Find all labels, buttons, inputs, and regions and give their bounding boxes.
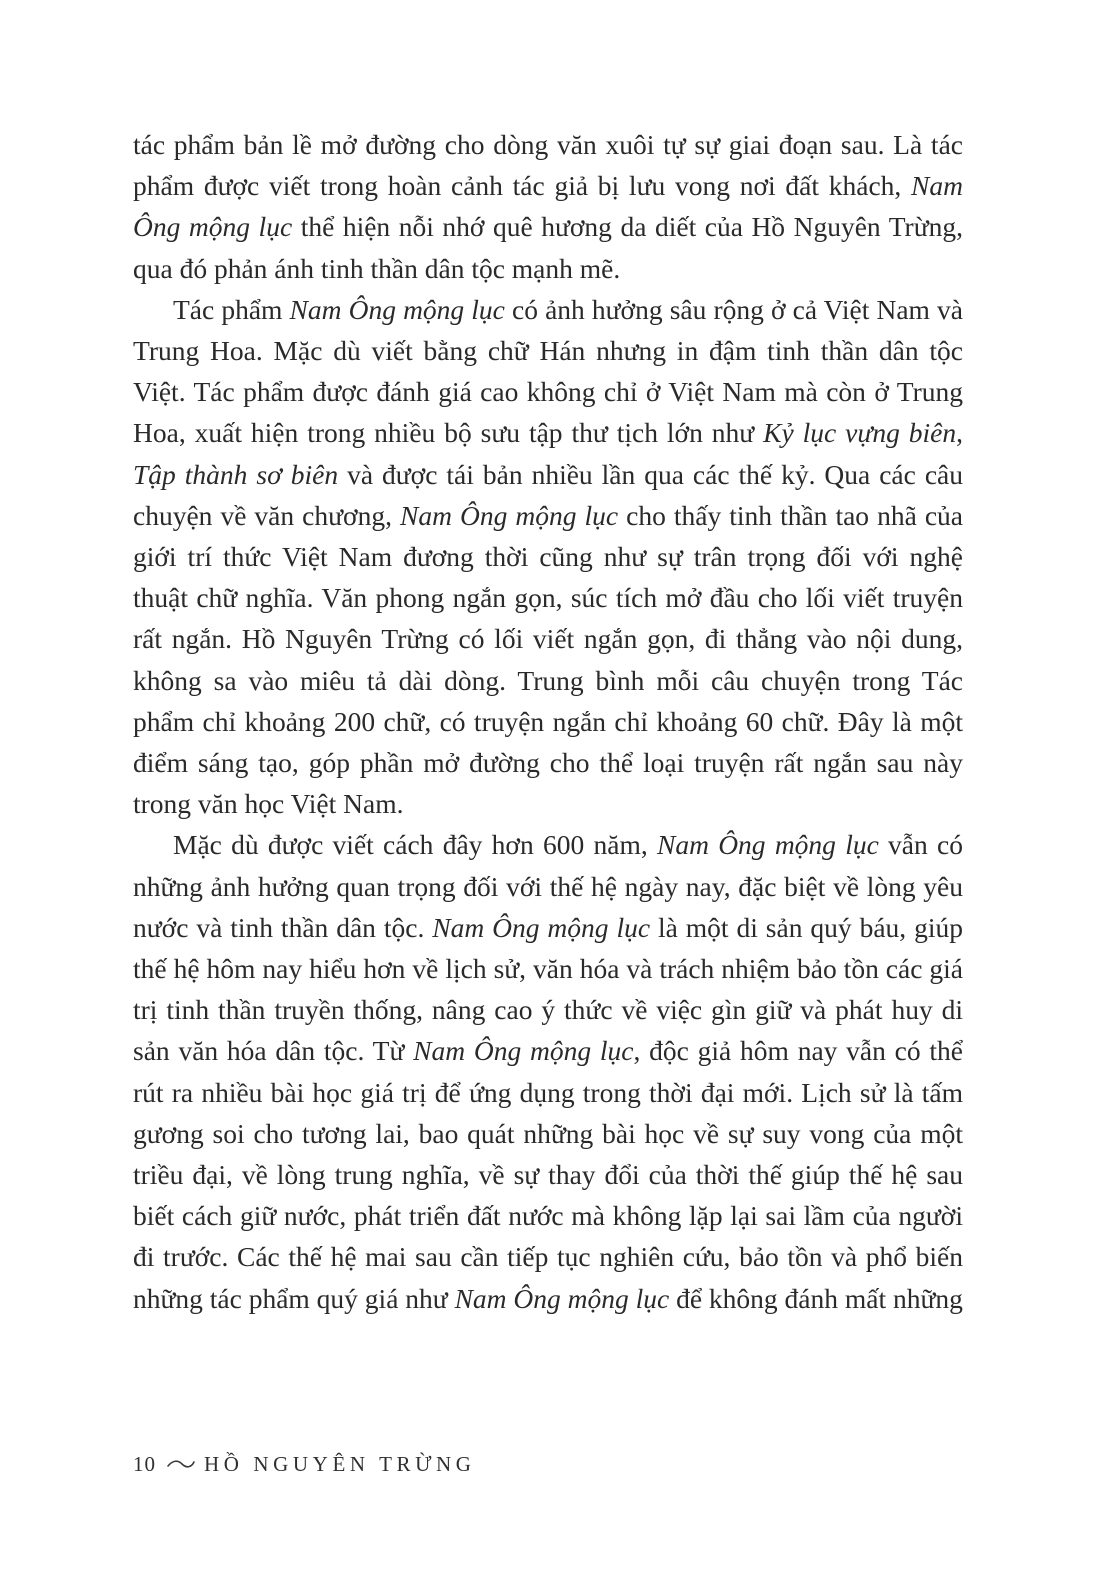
- book-title-italic: Nam Ông mộng lục: [289, 293, 505, 325]
- running-header-author: HỒ NGUYÊN TRỪNG: [204, 1451, 476, 1476]
- book-title-italic: Nam Ông mộng lục: [432, 911, 651, 943]
- book-title-italic: Tập thành sơ biên: [133, 458, 339, 490]
- body-text: [133, 124, 963, 1319]
- book-title-italic: Kỷ lục vựng biên: [763, 417, 957, 449]
- paragraph-2: Tác phẩm Nam Ông mộng lục có ảnh hưởng sâu rộng ở cả Việt Nam và Trung Hoa. Mặc dù viết bằng chữ Hán nhưng in đậm tinh thần dân tộc Việt. Tác phẩm được đánh giá cao không chỉ ở Việt Nam mà còn ở Trung Hoa, xuất hiện trong nhiều bộ sưu tập thư tịch lớn như Kỷ lục vựng biên, Tập thành sơ biên và được tái bản nhiều lần qua các thế kỷ. Qua các câu chuyện về văn chương, Nam Ông mộng lục cho thấy tinh thần tao nhã của giới trí thức Việt Nam đương thời cũng như sự trân trọng đối với nghệ thuật chữ nghĩa. Văn phong ngắn gọn, súc tích mở đầu cho lối viết truyện rất ngắn. Hồ Nguyên Trừng có lối viết ngắn gọn, đi thẳng vào nội dung, không sa vào miêu tả dài dòng. Trung bình mỗi câu chuyện trong Tác phẩm chỉ khoảng 200 chữ, có truyện ngắn chỉ khoảng 60 chữ. Đây là một điểm sáng tạo, góp phần mở đường cho thể loại truyện rất ngắn sau này trong văn học Việt Nam.: [133, 293, 963, 820]
- book-title-italic: Nam Ông mộng lục: [454, 1282, 670, 1314]
- page-footer: [133, 1449, 476, 1479]
- book-title-italic: Nam Ông mộng lục: [133, 170, 963, 243]
- paragraph-3: Mặc dù được viết cách đây hơn 600 năm, Nam Ông mộng lục vẫn có những ảnh hưởng quan trọng đối với thế hệ ngày nay, đặc biệt về lòng yêu nước và tinh thần dân tộc. Nam Ông mộng lục là một di sản quý báu, giúp thế hệ hôm nay hiểu hơn về lịch sử, văn hóa và trách nhiệm bảo tồn các giá trị tinh thần truyền thống, nâng cao ý thức về việc gìn giữ và phát huy di sản văn hóa dân tộc. Từ Nam Ông mộng lục, độc giả hôm nay vẫn có thể rút ra nhiều bài học giá trị để ứng dụng trong thời đại mới. Lịch sử là tấm gương soi cho tương lai, bao quát những bài học về sự suy vong của một triều đại, về lòng trung nghĩa, về sự thay đổi của thời thế giúp thế hệ sau biết cách giữ nước, phát triển đất nước mà không lặp lại sai lầm của người đi trước. Các thế hệ mai sau cần tiếp tục nghiên cứu, bảo tồn và phổ biến những tác phẩm quý giá như Nam Ông mộng lục để không đánh mất những: [133, 829, 963, 1314]
- page-number: 10: [133, 1451, 156, 1476]
- paragraph-1: tác phẩm bản lề mở đường cho dòng văn xuôi tự sự giai đoạn sau. Là tác phẩm được viết trong hoàn cảnh tác giả bị lưu vong nơi đất khách, Nam Ông mộng lục thể hiện nỗi nhớ quê hương da diết của Hồ Nguyên Trừng, qua đó phản ánh tinh thần dân tộc mạnh mẽ.: [133, 129, 963, 284]
- book-title-italic: Nam Ông mộng lục: [413, 1035, 634, 1067]
- tilde-icon: [166, 1457, 196, 1471]
- book-title-italic: Nam Ông mộng lục: [399, 499, 619, 531]
- book-title-italic: Nam Ông mộng lục: [656, 829, 879, 861]
